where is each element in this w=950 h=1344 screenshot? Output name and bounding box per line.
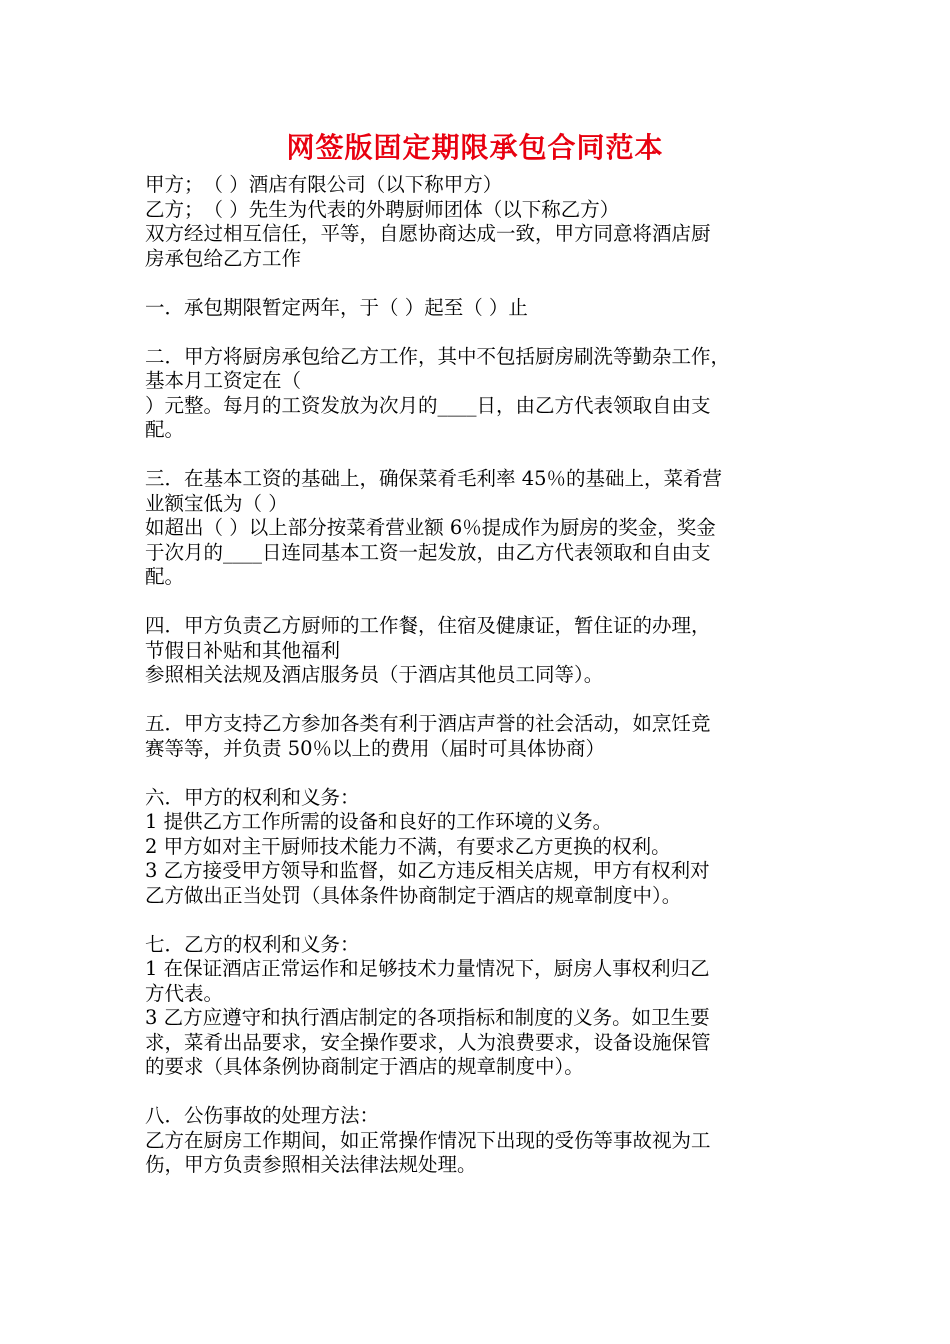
contract-line: 六．甲方的权利和义务： bbox=[145, 785, 360, 809]
paragraph-gap bbox=[145, 443, 810, 468]
contract-line: 的要求（具体条例协商制定于酒店的规章制度中）。 bbox=[145, 1055, 584, 1078]
contract-line: 房承包给乙方工作 bbox=[145, 246, 302, 270]
contract-line: 三．在基本工资的基础上，确保菜肴毛利率 45％的基础上，菜肴营 bbox=[145, 467, 723, 490]
contract-line: 赛等等，并负责 50％以上的费用（届时可具体协商） bbox=[145, 736, 606, 760]
contract-line: 配。 bbox=[145, 418, 185, 441]
contract-line: 二．甲方将厨房承包给乙方工作，其中不包括厨房刷洗等勤杂工作， bbox=[145, 344, 731, 368]
paragraph-gap bbox=[145, 688, 810, 713]
contract-line: 双方经过相互信任，平等，自愿协商达成一致，甲方同意将酒店厨 bbox=[145, 222, 711, 245]
contract-line: 基本月工资定在（ bbox=[145, 369, 302, 392]
contract-line: 于次月的____日连同基本工资一起发放，由乙方代表领取和自由支 bbox=[145, 540, 711, 564]
contract-line: 乙方做出正当处罚（具体条件协商制定于酒店的规章制度中）。 bbox=[145, 883, 682, 907]
contract-line: 方代表。 bbox=[145, 981, 224, 1005]
contract-body bbox=[145, 173, 810, 1178]
contract-line: 八．公伤事故的处理方法： bbox=[145, 1104, 380, 1127]
contract-line: ）元整。每月的工资发放为次月的____日，由乙方代表领取自由支 bbox=[145, 393, 711, 417]
contract-line: 伤，甲方负责参照相关法律法规处理。 bbox=[145, 1153, 477, 1176]
contract-line: 3 乙方应遵守和执行酒店制定的各项指标和制度的义务。如卫生要 bbox=[145, 1006, 710, 1029]
contract-line: 2 甲方如对主干厨师技术能力不满，有要求乙方更换的权利。 bbox=[145, 834, 671, 858]
paragraph-gap bbox=[145, 1080, 810, 1105]
contract-line: 四．甲方负责乙方厨师的工作餐，住宿及健康证，暂住证的办理， bbox=[145, 614, 711, 637]
paragraph-gap bbox=[145, 590, 810, 615]
contract-line: 3 乙方接受甲方领导和监督，如乙方违反相关店规，甲方有权利对 bbox=[145, 859, 710, 882]
contract-line: 乙方在厨房工作期间，如正常操作情况下出现的受伤等事故视为工 bbox=[145, 1128, 711, 1152]
contract-line: 如超出（ ）以上部分按菜肴营业额 6％提成作为厨房的奖金，奖金 bbox=[145, 516, 716, 539]
contract-line: 一．承包期限暂定两年，于（ ）起至（ ）止 bbox=[145, 295, 528, 319]
contract-line: 1 提供乙方工作所需的设备和良好的工作环境的义务。 bbox=[145, 810, 613, 833]
contract-line: 甲方； （ ）酒店有限公司（以下称甲方） bbox=[145, 173, 503, 196]
paragraph-gap bbox=[145, 271, 810, 296]
contract-line: 业额宝低为（ ） bbox=[145, 491, 288, 515]
document-title: 网签版固定期限承包合同范本 bbox=[286, 131, 664, 164]
contract-line: 节假日补贴和其他福利 bbox=[145, 638, 341, 662]
contract-line: 配。 bbox=[145, 565, 185, 588]
paragraph-gap bbox=[145, 320, 810, 345]
paragraph-gap bbox=[145, 761, 810, 786]
contract-line: 五．甲方支持乙方参加各类有利于酒店声誉的社会活动，如烹饪竞 bbox=[145, 712, 711, 735]
paragraph-gap bbox=[145, 908, 810, 933]
contract-line: 求，菜肴出品要求，安全操作要求，人为浪费要求，设备设施保管 bbox=[145, 1030, 711, 1054]
contract-line: 1 在保证酒店正常运作和足够技术力量情况下，厨房人事权利归乙 bbox=[145, 957, 710, 980]
contract-line: 参照相关法规及酒店服务员（于酒店其他员工同等）。 bbox=[145, 663, 604, 686]
contract-line: 七．乙方的权利和义务： bbox=[145, 932, 360, 956]
contract-line: 乙方； （ ）先生为代表的外聘厨师团体（以下称乙方） bbox=[145, 197, 620, 221]
